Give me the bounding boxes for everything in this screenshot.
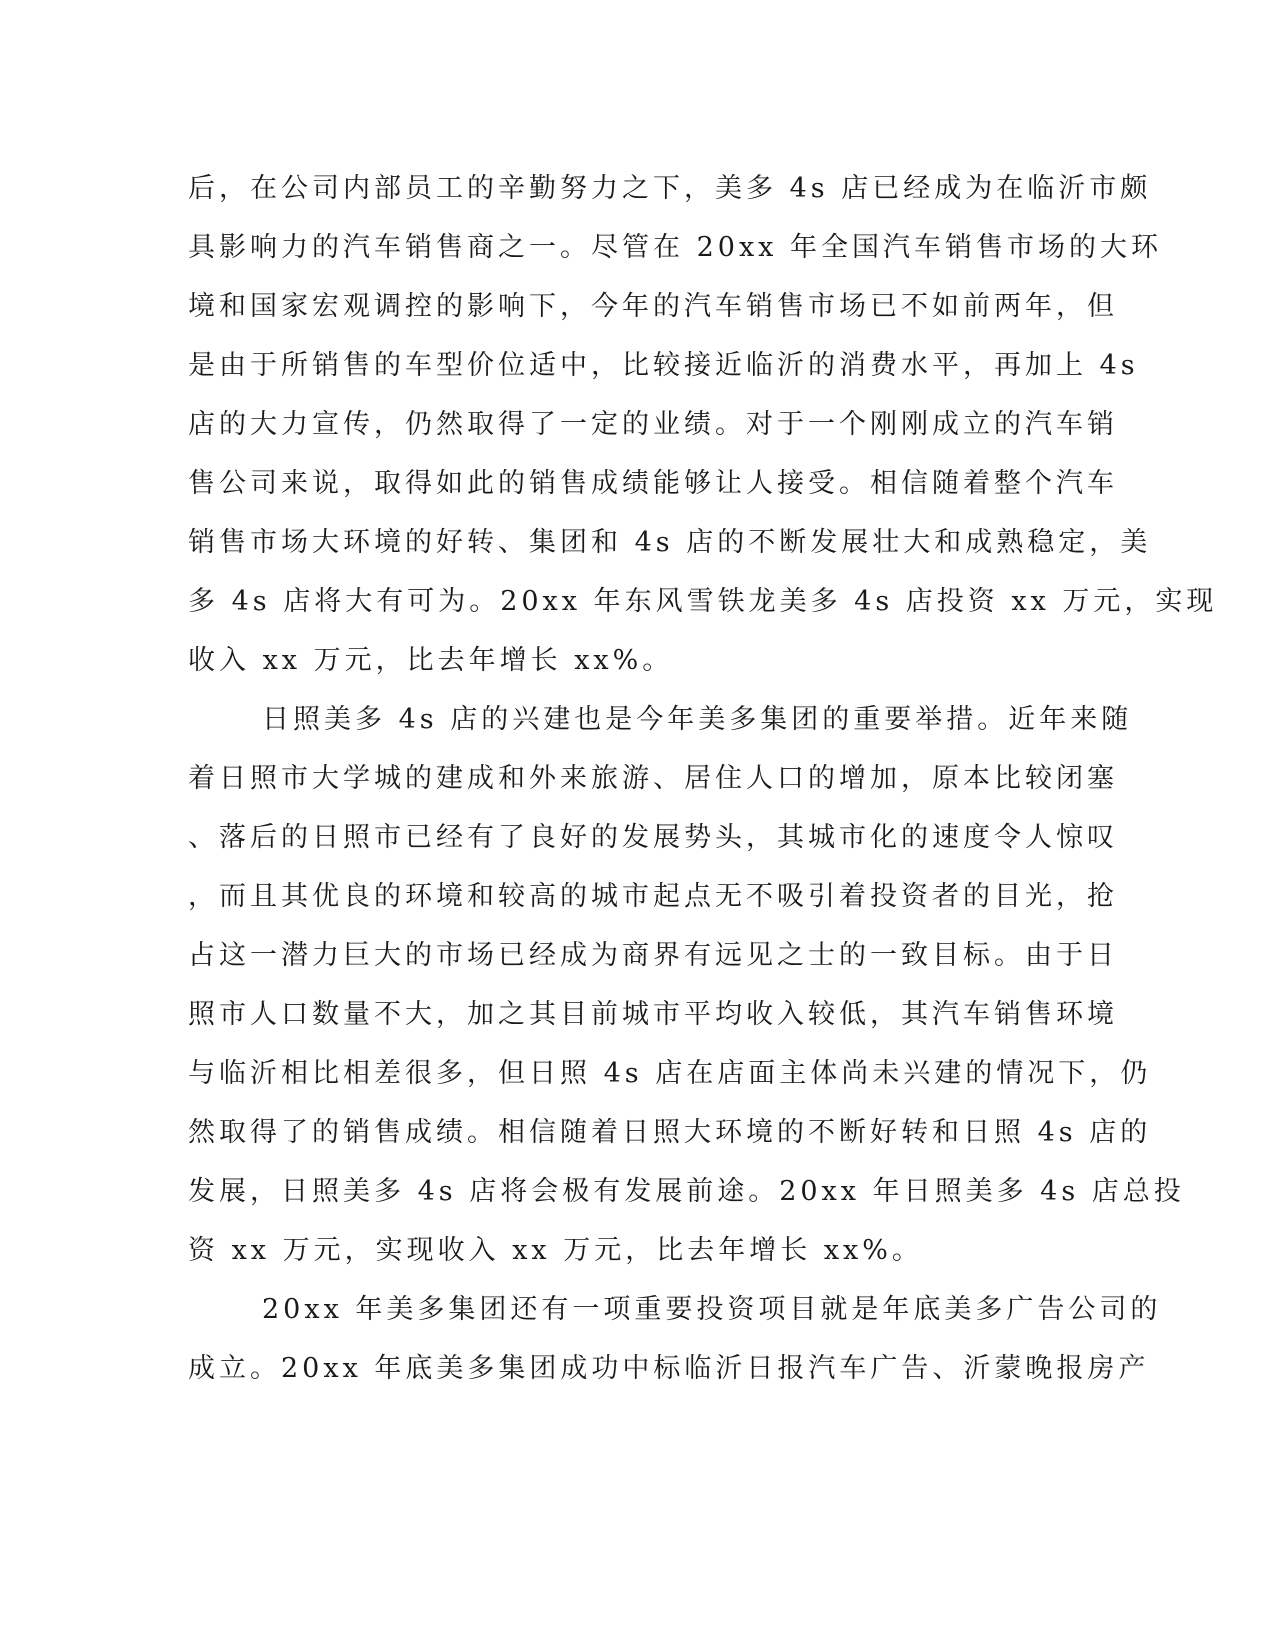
text-line: 资 xx 万元，实现收入 xx 万元，比去年增长 xx%。 (188, 1235, 923, 1266)
text-line: 多 4s 店将大有可为。20xx 年东风雪铁龙美多 4s 店投资 xx 万元，实现 (188, 586, 1218, 617)
text-line: 具影响力的汽车销售商之一。尽管在 20xx 年全国汽车销售市场的大环 (188, 232, 1162, 263)
paragraph-start-line: 20xx 年美多集团还有一项重要投资项目就是年底美多广告公司的 (262, 1294, 1162, 1325)
text-line: 境和国家宏观调控的影响下，今年的汽车销售市场已不如前两年，但 (188, 291, 1118, 322)
text-line: 后，在公司内部员工的辛勤努力之下，美多 4s 店已经成为在临沂市颇 (188, 173, 1152, 204)
text-line: 售公司来说，取得如此的销售成绩能够让人接受。相信随着整个汽车 (188, 468, 1118, 499)
text-line: 、落后的日照市已经有了良好的发展势头，其城市化的速度令人惊叹 (188, 822, 1118, 853)
body-text (188, 159, 1218, 1398)
text-line: 成立。20xx 年底美多集团成功中标临沂日报汽车广告、沂蒙晚报房产 (188, 1353, 1150, 1384)
text-line: 与临沂相比相差很多，但日照 4s 店在店面主体尚未兴建的情况下，仍 (188, 1058, 1152, 1089)
text-line: 是由于所销售的车型价位适中，比较接近临沂的消费水平，再加上 4s (188, 350, 1139, 381)
text-line: ，而且其优良的环境和较高的城市起点无不吸引着投资者的目光，抢 (188, 881, 1118, 912)
paragraph-start-line: 日照美多 4s 店的兴建也是今年美多集团的重要举措。近年来随 (262, 704, 1133, 735)
text-line: 收入 xx 万元，比去年增长 xx%。 (188, 645, 674, 676)
text-line: 销售市场大环境的好转、集团和 4s 店的不断发展壮大和成熟稳定，美 (188, 527, 1152, 558)
text-line: 然取得了的销售成绩。相信随着日照大环境的不断好转和日照 4s 店的 (188, 1117, 1152, 1148)
text-line: 店的大力宣传，仍然取得了一定的业绩。对于一个刚刚成立的汽车销 (188, 409, 1118, 440)
text-line: 着日照市大学城的建成和外来旅游、居住人口的增加，原本比较闭塞 (188, 763, 1118, 794)
text-line: 发展，日照美多 4s 店将会极有发展前途。20xx 年日照美多 4s 店总投 (188, 1176, 1185, 1207)
text-line: 占这一潜力巨大的市场已经成为商界有远见之士的一致目标。由于日 (188, 940, 1118, 971)
text-line: 照市人口数量不大，加之其目前城市平均收入较低，其汽车销售环境 (188, 999, 1118, 1030)
